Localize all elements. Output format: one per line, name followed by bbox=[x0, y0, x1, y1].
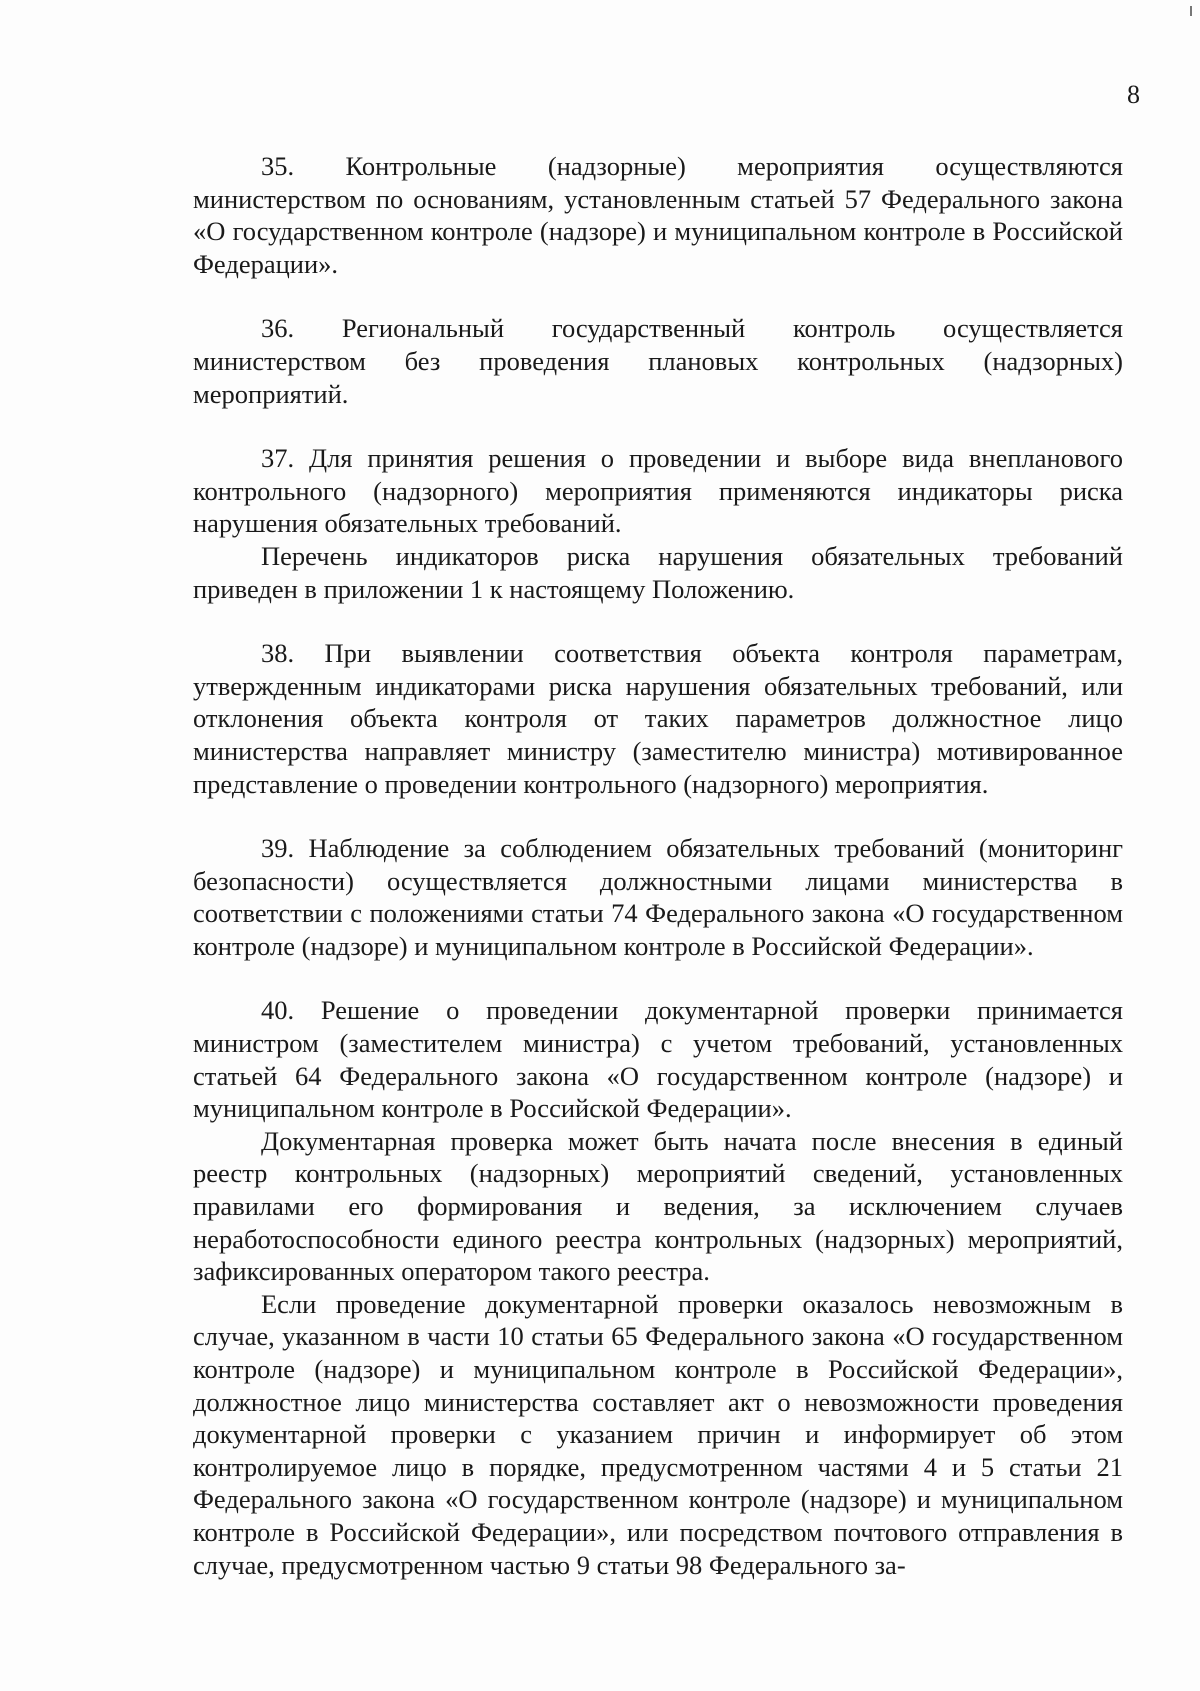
page-number: 8 bbox=[1127, 80, 1140, 109]
paragraph-35: 35. Контрольные (надзорные) мероприятия осуществляются министерством по основаниям, установленным статьей 57 Федерального закона «О государственном контроле (надзоре) и муниципальном контроле в Российской Федерации». bbox=[193, 151, 1123, 279]
paragraph-37-list: Перечень индикаторов риска нарушения обязательных требований приведен в приложении 1 к настоящему Положению. bbox=[193, 540, 1123, 604]
paragraph-39: 39. Наблюдение за соблюдением обязательных требований (мониторинг безопасности) осуществляется должностными лицами министерства в соответствии с положениями статьи 74 Федерального закона «О государственном контроле (надзоре) и муниципальном контроле в Российской Федерации». bbox=[193, 833, 1123, 961]
paragraph-40-impossible: Если проведение документарной проверки оказалось невозможным в случае, указанном в части 10 статьи 65 Федерального закона «О государственном контроле (надзоре) и муниципальном контроле в Российской Федерации», должностное лицо министерства составляет акт о невозможности проведения документарной проверки с указанием причин и информирует об этом контролируемое лицо в порядке, предусмотренном частями 4 и 5 статьи 21 Федерального закона «О государственном контроле (надзоре) и муниципальном контроле в Российской Федерации», или посредством почтового отправления в случае, предусмотренном частью 9 статьи 98 Федерального за- bbox=[193, 1288, 1123, 1580]
paragraph-36: 36. Региональный государственный контроль осуществляется министерством без проведения плановых контрольных (надзорных) мероприятий. bbox=[193, 313, 1123, 409]
scan-edge-mark bbox=[1190, 6, 1192, 16]
paragraph-40: 40. Решение о проведении документарной проверки принимается министром (заместителем министра) с учетом требований, установленных статьей 64 Федерального закона «О государственном контроле (надзоре) и муниципальном контроле в Российской Федерации». bbox=[193, 995, 1123, 1124]
document-body bbox=[193, 150, 1123, 1581]
paragraph-37: 37. Для принятия решения о проведении и выборе вида внепланового контрольного (надзорного) мероприятия применяются индикаторы риска нарушения обязательных требований. bbox=[193, 443, 1123, 539]
paragraph-38: 38. При выявлении соответствия объекта контроля параметрам, утвержденным индикаторами риска нарушения обязательных требований, или отклонения объекта контроля от таких параметров должностное лицо министерства направляет министру (заместителю министра) мотивированное представление о проведении контрольного (надзорного) мероприятия. bbox=[193, 638, 1123, 799]
paragraph-40-start: Документарная проверка может быть начата после внесения в единый реестр контрольных (надзорных) мероприятий сведений, установленных правилами его формирования и ведения, за исключением случаев неработоспособности единого реестра контрольных (надзорных) мероприятий, зафиксированных оператором такого реестра. bbox=[193, 1125, 1123, 1287]
